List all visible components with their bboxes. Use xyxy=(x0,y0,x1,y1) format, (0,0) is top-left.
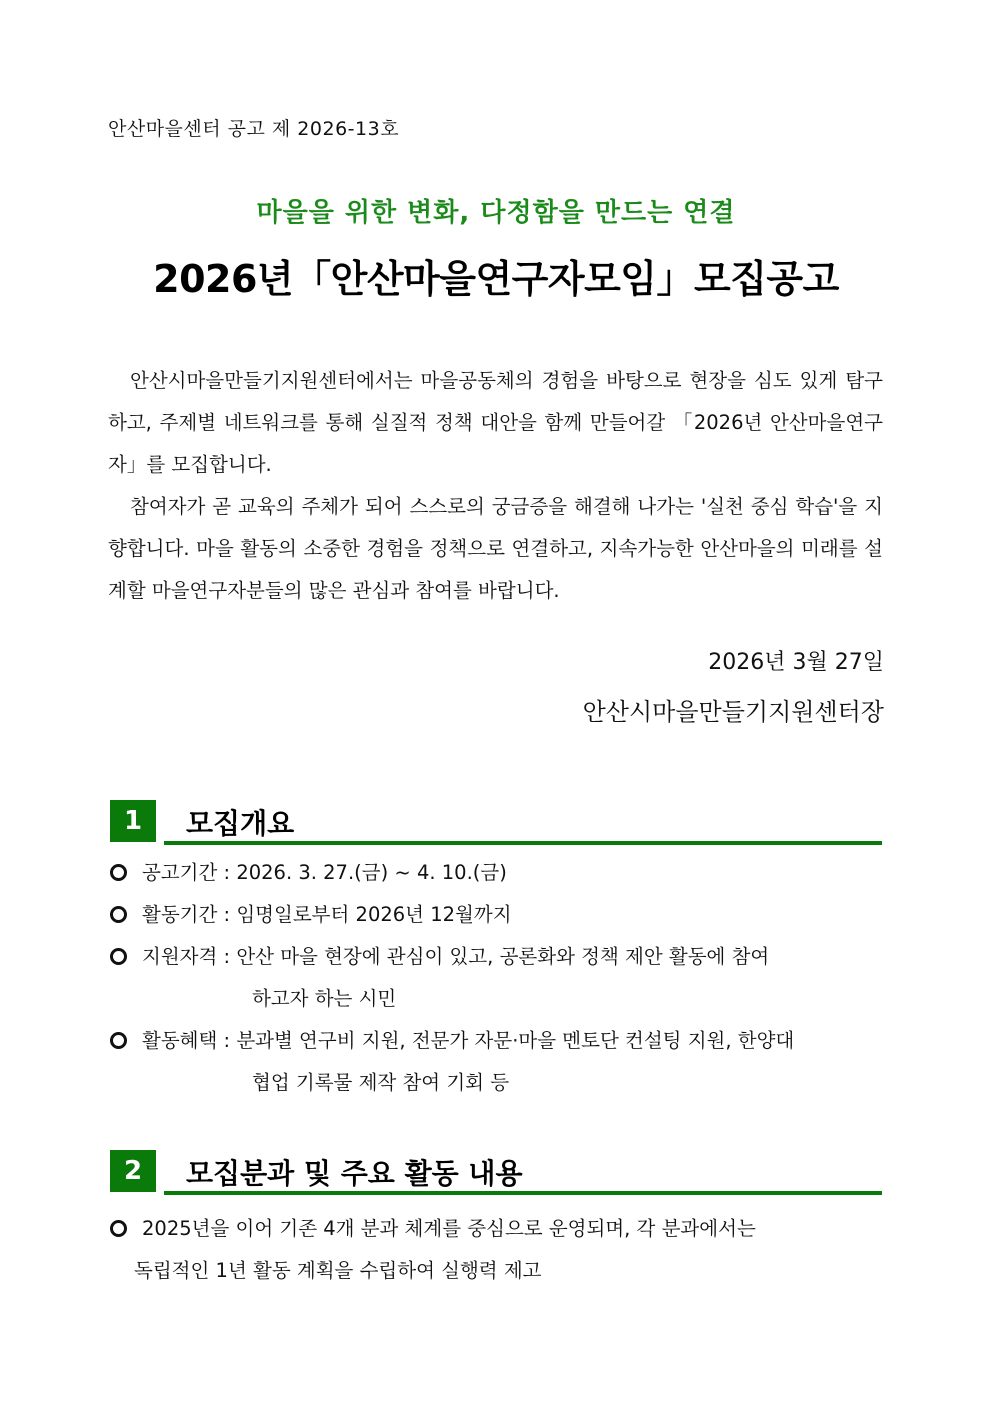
section-1-number: 1 xyxy=(110,800,156,842)
item-label: 활동기간 xyxy=(142,903,218,926)
circle-bullet-icon xyxy=(110,948,127,965)
document-subtitle: 마을을 위한 변화, 다정함을 만드는 연결 xyxy=(256,198,736,228)
section-2-header xyxy=(110,1150,882,1195)
section-2-number: 2 xyxy=(110,1150,156,1192)
circle-bullet-icon xyxy=(110,1032,127,1049)
note-line-2: 독립적인 1년 활동 계획을 수립하여 실행력 제고 xyxy=(134,1259,542,1282)
note-line-1: 2025년을 이어 기존 4개 분과 체계를 중심으로 운영되며, 각 분과에서는 xyxy=(142,1217,756,1240)
section-1-header xyxy=(110,800,882,845)
section-2-rule xyxy=(164,1191,882,1195)
section-2-title: 모집분과 및 주요 활동 내용 xyxy=(186,1157,523,1190)
item-value-continuation: 협업 기록물 제작 참여 기회 등 xyxy=(252,1071,510,1094)
intro-paragraph-2: 참여자가 곧 교육의 주체가 되어 스스로의 궁금증을 해결해 나가는 '실천 중심 학습'을 지향합니다. 마을 활동의 소중한 경험을 정책으로 연결하고, 지속가능한 안산마을의 미래를 설계할 마을연구자분들의 많은 관심과 참여를 바랍니다. xyxy=(108,495,883,602)
item-separator: : xyxy=(217,861,237,884)
circle-bullet-icon xyxy=(110,1220,127,1237)
item-value: 분과별 연구비 지원, 전문가 자문·마을 멘토단 컨설팅 지원, 한양대 xyxy=(236,1029,795,1052)
section-2-items xyxy=(110,1208,882,1292)
item-value-continuation: 하고자 하는 시민 xyxy=(252,987,397,1010)
list-item xyxy=(110,936,882,1020)
circle-bullet-icon xyxy=(110,864,127,881)
section-1-rule xyxy=(164,841,882,845)
circle-bullet-icon xyxy=(110,906,127,923)
item-value: 2026. 3. 27.(금) ~ 4. 10.(금) xyxy=(236,861,507,884)
list-item xyxy=(110,1020,882,1104)
item-separator: : xyxy=(217,1029,237,1052)
list-item xyxy=(110,852,882,894)
intro-paragraph-1: 안산시마을만들기지원센터에서는 마을공동체의 경험을 바탕으로 현장을 심도 있게 탐구하고, 주제별 네트워크를 통해 실질적 정책 대안을 함께 만들어갈 「2026년 안산마을연구자」를 모집합니다. xyxy=(108,369,883,476)
intro-text xyxy=(108,360,883,612)
announcement-date: 2026년 3월 27일 xyxy=(708,650,884,675)
item-separator: : xyxy=(217,903,237,926)
issuer-name: 안산시마을만들기지원센터장 xyxy=(582,698,884,726)
item-value: 안산 마을 현장에 관심이 있고, 공론화와 정책 제안 활동에 참여 xyxy=(236,945,770,968)
document-number: 안산마을센터 공고 제 2026-13호 xyxy=(108,118,400,140)
item-value: 임명일로부터 2026년 12월까지 xyxy=(236,903,512,926)
section-1-title: 모집개요 xyxy=(186,807,295,840)
item-label: 활동혜택 xyxy=(142,1029,218,1052)
document-title: 2026년「안산마을연구자모임」모집공고 xyxy=(153,257,839,301)
list-item xyxy=(110,1208,882,1292)
section-1-items xyxy=(110,852,882,1104)
item-label: 공고기간 xyxy=(142,861,218,884)
item-separator: : xyxy=(217,945,237,968)
list-item xyxy=(110,894,882,936)
item-label: 지원자격 xyxy=(142,945,218,968)
